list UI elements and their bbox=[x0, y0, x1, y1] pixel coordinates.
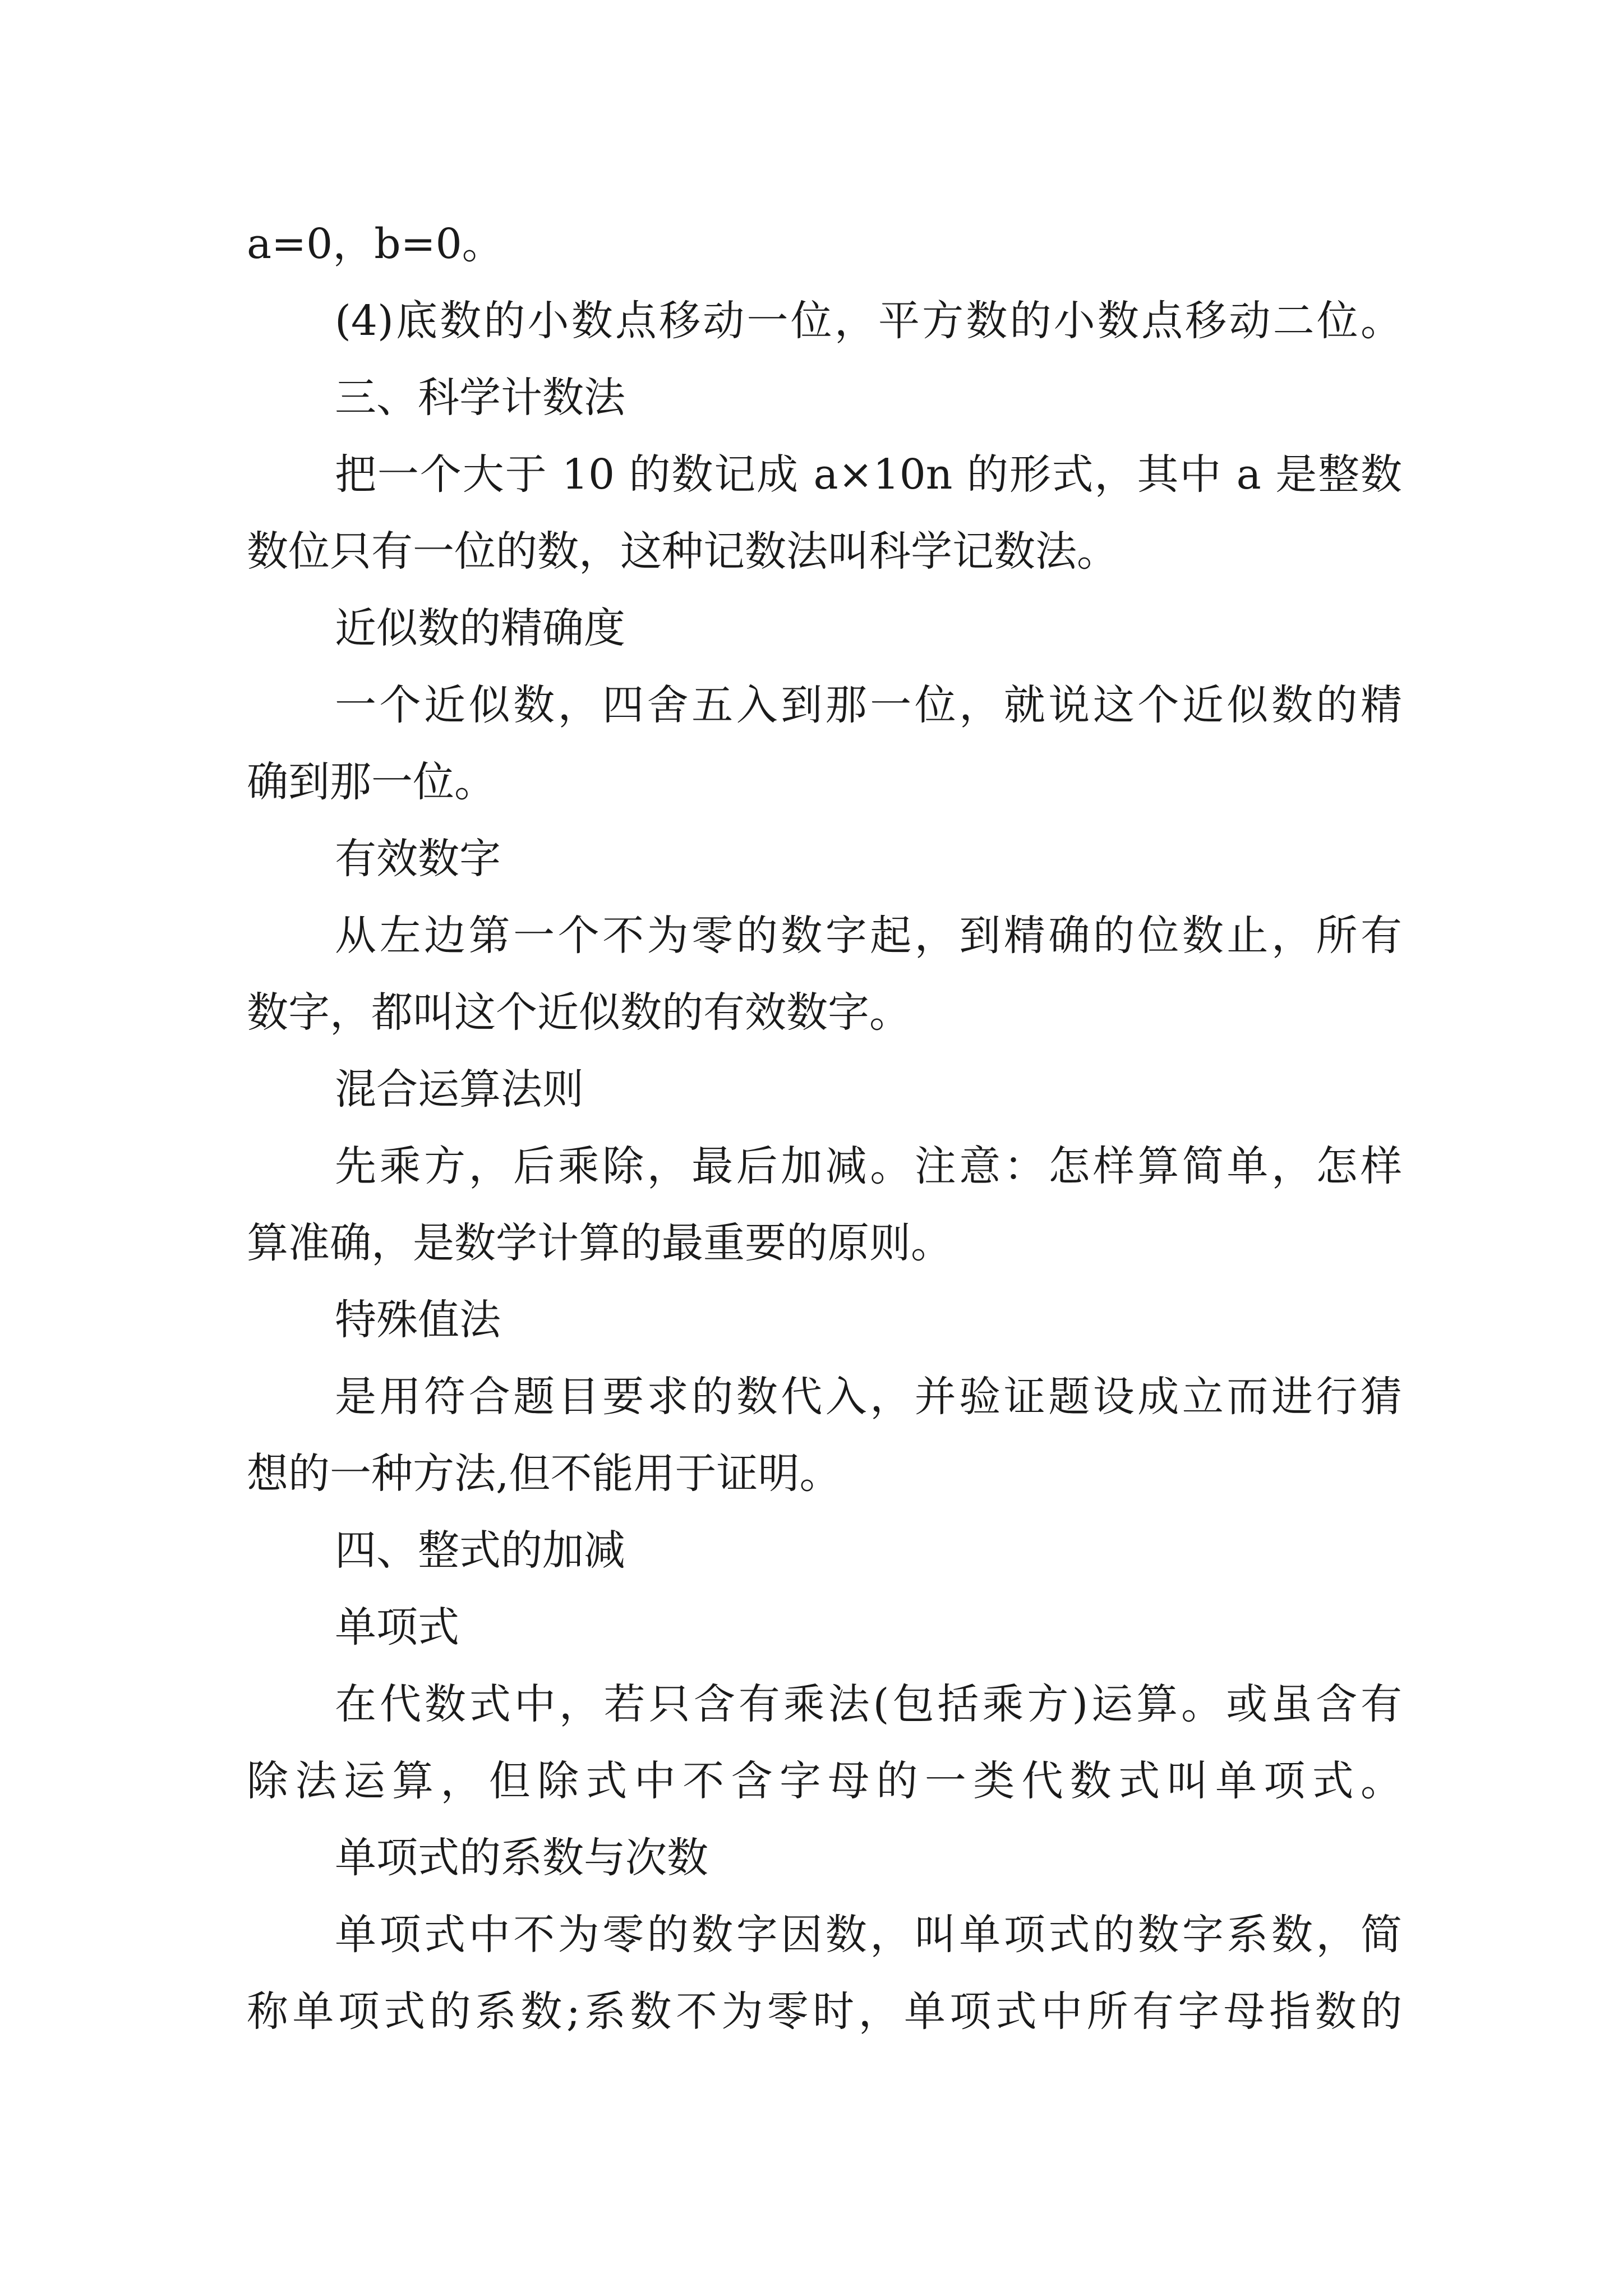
text-line: 数位只有一位的数，这种记数法叫科学记数法。 bbox=[247, 527, 1118, 576]
text-line: (4)底数的小数点移动一位，平方数的小数点移动二位。 bbox=[335, 297, 1402, 345]
text-line: a=0，b=0。 bbox=[247, 220, 504, 268]
subheading: 有效数字 bbox=[335, 835, 501, 883]
text-line: 一个近似数，四舍五入到那一位，就说这个近似数的精 bbox=[335, 681, 1402, 729]
subheading: 单项式的系数与次数 bbox=[335, 1834, 708, 1882]
text-line: 是用符合题目要求的数代入，并验证题设成立而进行猜 bbox=[335, 1373, 1402, 1421]
subheading: 近似数的精确度 bbox=[335, 604, 625, 652]
text-line: 单项式中不为零的数字因数，叫单项式的数字系数，简 bbox=[335, 1911, 1402, 1959]
text-line: 想的一种方法,但不能用于证明。 bbox=[247, 1450, 841, 1498]
text-line: 算准确，是数学计算的最重要的原则。 bbox=[247, 1219, 952, 1267]
text-line: 数字，都叫这个近似数的有效数字。 bbox=[247, 988, 911, 1037]
text-line: 把一个大于 10 的数记成 a×10n 的形式，其中 a 是整数 bbox=[335, 450, 1402, 499]
text-line: 确到那一位。 bbox=[247, 758, 496, 806]
subheading: 混合运算法则 bbox=[335, 1065, 584, 1114]
text-line: 在代数式中，若只含有乘法(包括乘方)运算。或虽含有 bbox=[335, 1680, 1402, 1728]
text-line: 从左边第一个不为零的数字起，到精确的位数止，所有 bbox=[335, 912, 1402, 960]
section-heading: 四、整式的加减 bbox=[335, 1526, 625, 1575]
text-line: 称单项式的系数;系数不为零时，单项式中所有字母指数的 bbox=[247, 1987, 1402, 2036]
section-heading: 三、科学计数法 bbox=[335, 374, 625, 422]
text-line: 除法运算，但除式中不含字母的一类代数式叫单项式。 bbox=[247, 1757, 1402, 1805]
subheading: 特殊值法 bbox=[335, 1296, 501, 1344]
subheading: 单项式 bbox=[335, 1603, 459, 1651]
text-line: 先乘方，后乘除，最后加减。注意：怎样算简单，怎样 bbox=[335, 1142, 1402, 1190]
